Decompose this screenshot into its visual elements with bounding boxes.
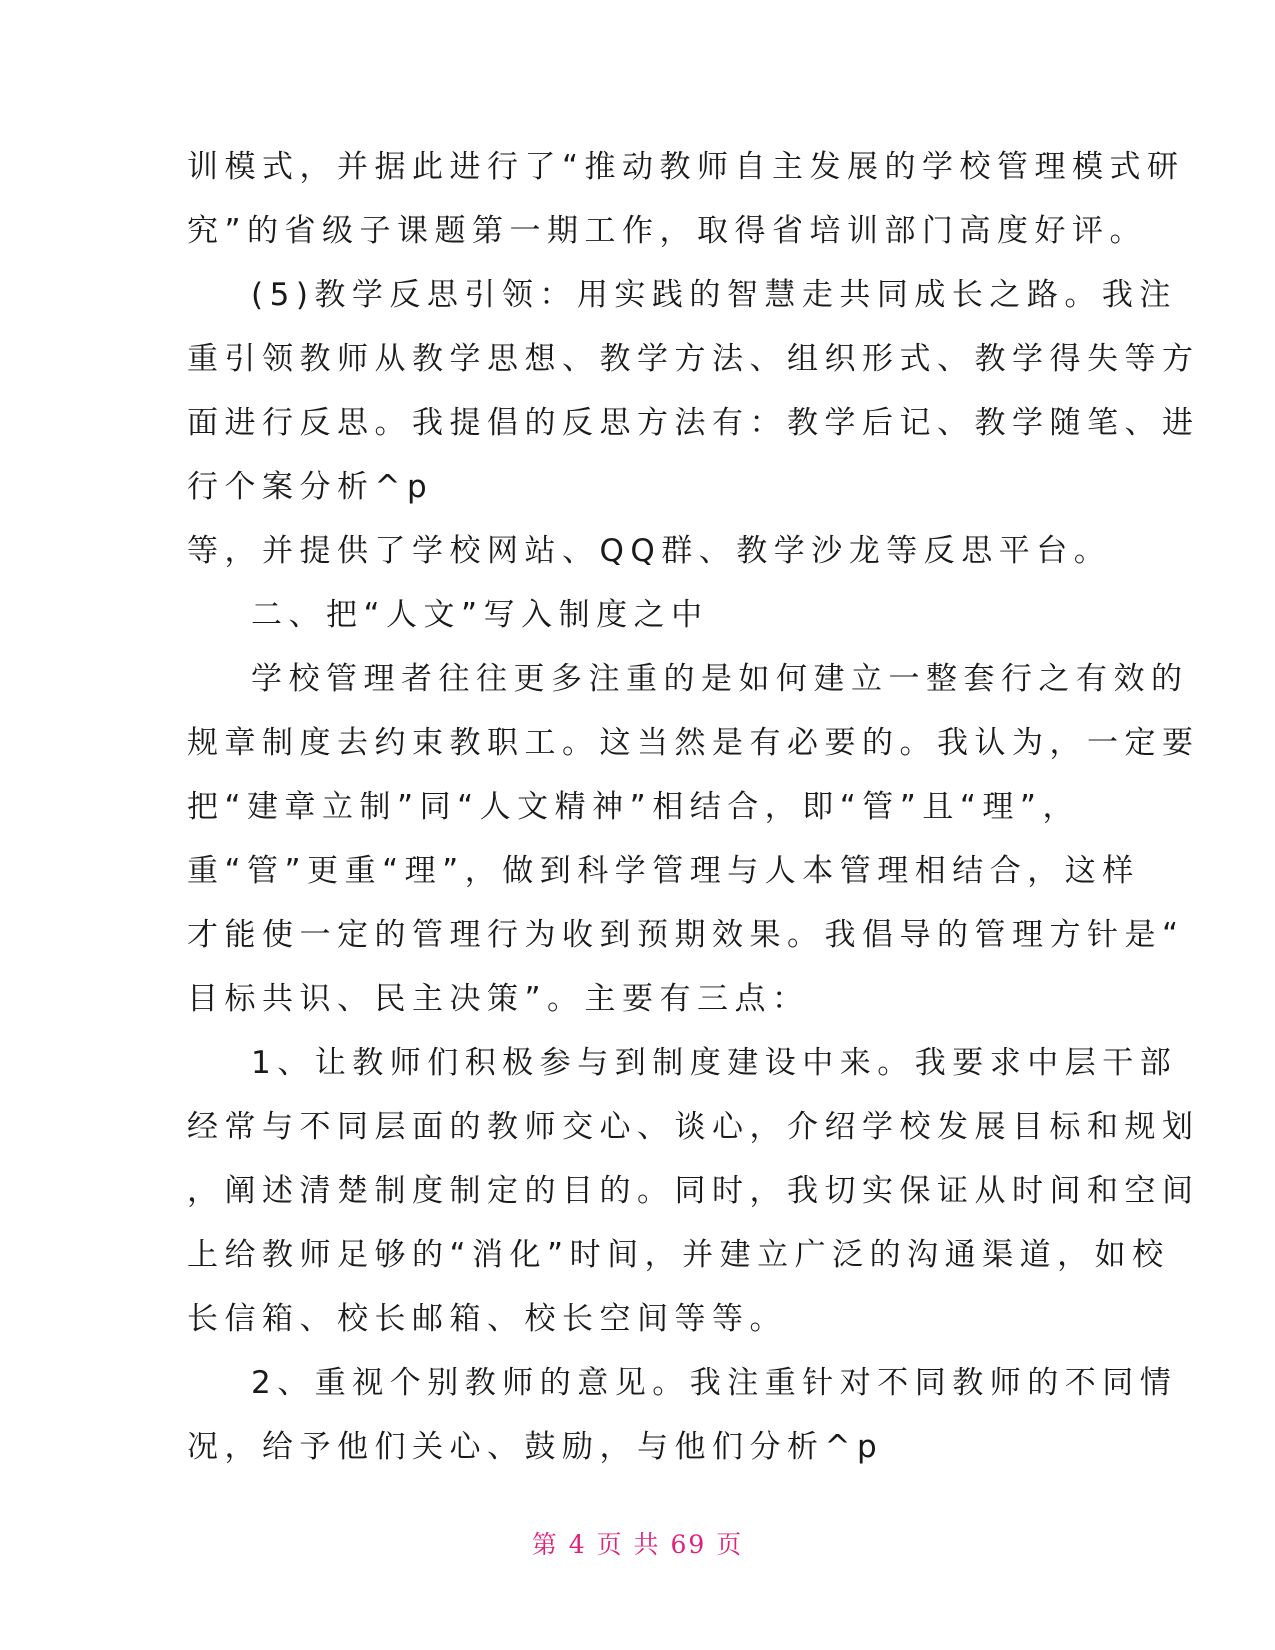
text-line: 训模式，并据此进行了“推动教师自主发展的学校管理模式研 xyxy=(187,149,1185,185)
text-line: 长信箱、校长邮箱、校长空间等等。 xyxy=(187,1301,787,1337)
text-line: 面进行反思。我提倡的反思方法有：教学后记、教学随笔、进 xyxy=(187,405,1200,441)
text-line: 经常与不同层面的教师交心、谈心，介绍学校发展目标和规划 xyxy=(187,1109,1200,1145)
text-line: 才能使一定的管理行为收到预期效果。我倡导的管理方针是“ xyxy=(187,917,1185,953)
text-line: 学校管理者往往更多注重的是如何建立一整套行之有效的 xyxy=(251,661,1189,697)
text-line: 行个案分析^p xyxy=(187,469,434,505)
text-line: 重“管”更重“理”，做到科学管理与人本管理相结合，这样 xyxy=(187,853,1140,889)
text-line: 2、重视个别教师的意见。我注重针对不同教师的不同情 xyxy=(251,1365,1178,1401)
text-line: 究”的省级子课题第一期工作，取得省培训部门高度好评。 xyxy=(187,213,1148,249)
text-line: 况，给予他们关心、鼓励，与他们分析^p xyxy=(187,1429,884,1465)
document-body xyxy=(187,135,1200,1479)
text-line: ，阐述清楚制度制定的目的。同时，我切实保证从时间和空间 xyxy=(187,1173,1200,1209)
page-number-footer: 第 4 页 共 69 页 xyxy=(531,1530,744,1559)
section-heading: 二、把“人文”写入制度之中 xyxy=(251,597,709,633)
text-line: (5)教学反思引领：用实践的智慧走共同成长之路。我注 xyxy=(251,277,1177,313)
text-line: 规章制度去约束教职工。这当然是有必要的。我认为，一定要 xyxy=(187,725,1200,761)
text-line: 目标共识、民主决策”。主要有三点： xyxy=(187,981,810,1017)
text-line: 把“建章立制”同“人文精神”相结合，即“管”且“理”， xyxy=(187,789,1080,825)
text-line: 1、让教师们积极参与到制度建设中来。我要求中层干部 xyxy=(251,1045,1178,1081)
text-line: 上给教师足够的“消化”时间，并建立广泛的沟通渠道，如校 xyxy=(187,1237,1170,1273)
text-line: 重引领教师从教学思想、教学方法、组织形式、教学得失等方 xyxy=(187,341,1200,377)
text-line: 等，并提供了学校网站、QQ群、教学沙龙等反思平台。 xyxy=(187,533,1112,569)
